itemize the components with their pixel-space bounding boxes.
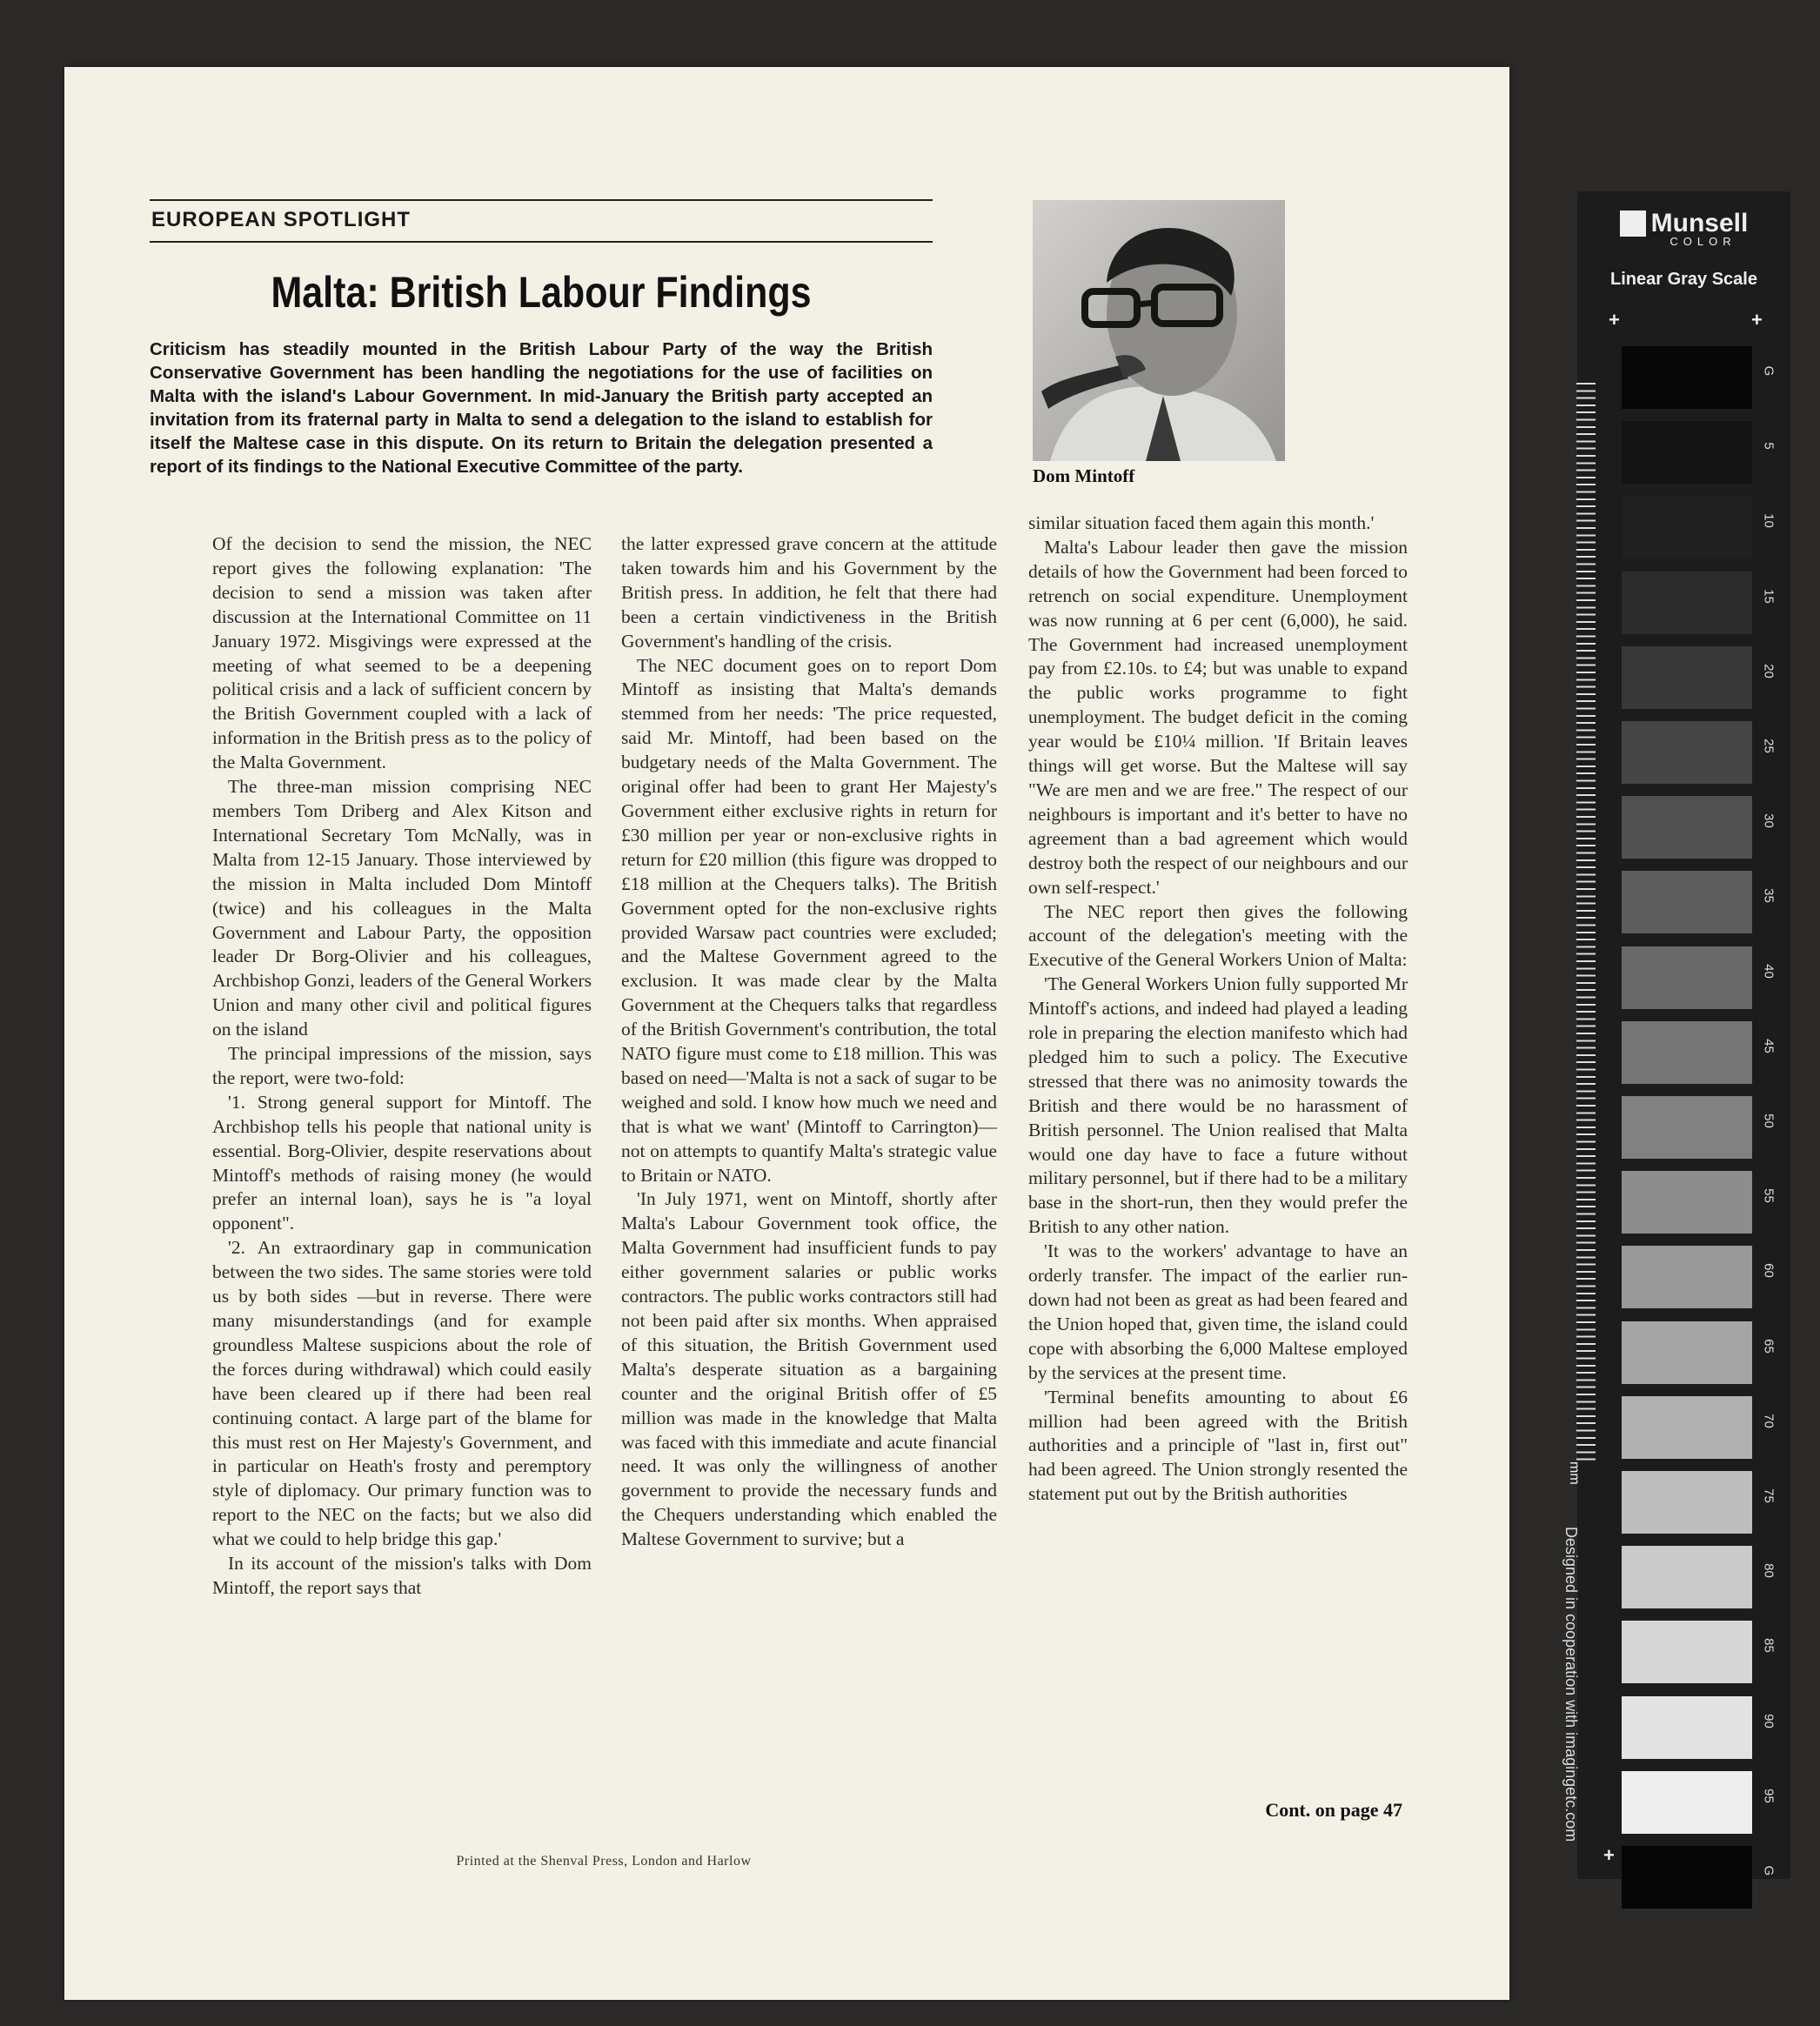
paragraph: Malta's Labour leader then gave the mission details of how the Government had been forced to retrench on social expenditure. Unemployment was now running at 6 per cent (6,000), he said. The Government had increased unemployment pay from £2.10s. to £4; but was unable to expand the public works programme to fight unemployment. The budget deficit in the coming year would be £10¼ million. 'If Britain leaves things will get worse. But the Maltese will say "We are men and we are free." The respect of our neighbours is important and it's better to have no agreement than a bad agreement which would destroy both the respect of our neighbours and our own self-respect.' <box>1028 536 1408 898</box>
mm-ruler <box>1576 383 1596 1461</box>
paragraph: The NEC report then gives the following account of the delegation's meeting with the Executive of the General Workers Union of Malta: <box>1028 900 1408 971</box>
gray-patch-label: 55 <box>1761 1188 1777 1204</box>
paragraph: '1. Strong general support for Mintoff. The Archbishop tells his people that national unity is essential. Borg-Olivier, despite reservations about Mintoff's methods of raising money (he would prefer an internal loan), says he is "a loyal opponent". <box>212 1091 592 1234</box>
column-1 <box>212 532 592 1601</box>
gray-patch-label: 15 <box>1761 588 1777 604</box>
gray-patch <box>1622 1021 1752 1084</box>
plus-mark: + <box>1603 1844 1615 1866</box>
card-credit: Designed in cooperation with imagingetc.com <box>1562 1527 1580 1842</box>
section-kicker: EUROPEAN SPOTLIGHT <box>151 208 412 231</box>
paragraph: '2. An extraordinary gap in communication between the two sides. The same stories were told us by both sides —but in reverse. There were many misunderstandings (and for example groundless Maltese suspicions about the role of the forces during withdrawal) which could easily have been cleared up if there had been real continuing contact. A large part of the blame for this must rest on Her Majesty's Government, and in particular on Heath's frosty and peremptory style of diplomacy. Our primary function was to report to the NEC on the facts; but we also did what we could to help bridge this gap.' <box>212 1237 592 1550</box>
gray-patch-label: 20 <box>1761 663 1777 679</box>
paragraph: the latter expressed grave concern at the attitude taken towards him and his Government by the British press. In addition, he felt that there had been a certain vindictiveness in the British Government's handling of the crisis. <box>621 533 997 652</box>
gray-patch-label: 85 <box>1761 1638 1777 1654</box>
paragraph: 'The General Workers Union fully supported Mr Mintoff's actions, and indeed had played a leading role in preparing the election manifesto which had pledged him to such a policy. The Executive stressed that there was no animosity towards the British and there would be no harassment of British personnel. The Union realised that Malta would one day have to face a future without military personnel, but if there had to be a military base in the short-run, then they would prefer the British to any other nation. <box>1028 973 1408 1238</box>
gray-patch <box>1622 646 1752 709</box>
gray-patch <box>1622 1471 1752 1534</box>
printer-credit: Printed at the Shenval Press, London and Harlow <box>456 1854 752 1869</box>
brand-sub: COLOR <box>1669 235 1736 248</box>
paragraph: The three-man mission comprising NEC members Tom Driberg and Alex Kitson and International Secretary Tom McNally, was in Malta from 12-15 January. Those interviewed by the mission in Malta included Dom Mintoff (twice) and his colleagues in the Malta Government and Labour Party, the opposition leader Dr Borg-Olivier and his colleagues, Archbishop Gonzi, leaders of the General Workers Union and many other civil and political figures on the island <box>212 776 592 1040</box>
gray-patch-label: 10 <box>1761 513 1777 529</box>
plus-mark: + <box>1609 309 1620 331</box>
gray-patch <box>1622 1771 1752 1834</box>
gray-patch-label: 95 <box>1761 1788 1777 1803</box>
gray-scale-label: Linear Gray Scale <box>1610 270 1757 289</box>
gray-patch-label: G <box>1761 1865 1777 1876</box>
gray-patch <box>1622 721 1752 784</box>
gray-patch-label: 50 <box>1761 1113 1777 1128</box>
gray-patch <box>1622 1846 1752 1909</box>
gray-patch-label: 25 <box>1761 739 1777 753</box>
gray-patch-label: 60 <box>1761 1263 1777 1279</box>
paragraph: In its account of the mission's talks with Dom Mintoff, the report says that <box>212 1553 592 1598</box>
gray-patch-label: 5 <box>1761 442 1777 450</box>
photo-caption: Dom Mintoff <box>1033 465 1135 486</box>
top-rule <box>150 199 933 201</box>
gray-patch <box>1622 1396 1752 1459</box>
gray-patch <box>1622 871 1752 933</box>
paragraph: similar situation faced them again this month.' <box>1028 512 1375 533</box>
gray-patch <box>1622 1171 1752 1234</box>
gray-patch <box>1622 946 1752 1009</box>
column-2 <box>621 532 997 1552</box>
gray-patch-label: 80 <box>1761 1563 1777 1579</box>
munsell-logo <box>1577 209 1790 248</box>
plus-mark: + <box>1751 309 1763 331</box>
paragraph: The NEC document goes on to report Dom Mintoff as insisting that Malta's demands stemmed from her needs: 'The price requested, said Mr. Mintoff, had been based on the budgetary needs of the Malta Government. The original offer had been to grant Her Majesty's Government either exclusive rights in return for £30 million per year or non-exclusive rights in return for £20 million (this figure was dropped to £18 million at the Chequers talks). The British Government opted for the non-exclusive rights provided Warsaw pact countries were excluded; and the Maltese Government agreed to the exclusion. It was made clear by the Malta Government at the Chequers talks that regardless of the British Government's contribution, the total NATO figure must come to £18 million. This was based on need—'Malta is not a sack of sugar to be weighed and sold. I know how much we need and that is what we want' (Mintoff to Carrington)—not on attempts to quantify Malta's strategic value to Britain or NATO. <box>621 654 997 1186</box>
gray-patch-label: 30 <box>1761 813 1777 829</box>
gray-patch <box>1622 1621 1752 1683</box>
gray-patch-label: 70 <box>1761 1413 1777 1428</box>
article-title: Malta: British Labour Findings <box>271 268 812 317</box>
gray-patch <box>1622 572 1752 634</box>
gray-patch <box>1622 496 1752 558</box>
brand-name: Munsell <box>1650 209 1749 237</box>
portrait-illustration <box>1033 200 1285 461</box>
paragraph: 'It was to the workers' advantage to have an orderly transfer. The impact of the earlier run-down had not been as great as had been feared and the Union hoped that, given time, the island could cope with absorbing the 6,000 Maltese employed by the services at the present time. <box>1028 1240 1408 1383</box>
gray-patch-label: 75 <box>1761 1488 1777 1503</box>
kicker-rule <box>150 241 933 243</box>
standfirst: Criticism has steadily mounted in the British Labour Party of the way the British Conservative Government has been handling the negotiations for the use of facilities on Malta with the island's Labour Government. In mid-January the British party accepted an invitation from its fraternal party in Malta to send a delegation to the island to establish for itself the Maltese case in this dispute. On its return to Britain the delegation presented a report of its findings to the National Executive Committee of the party. <box>150 339 933 477</box>
gray-patch <box>1622 796 1752 859</box>
gray-patch <box>1622 421 1752 484</box>
paragraph: Of the decision to send the mission, the NEC report gives the following explanation: 'The decision to send a mission was taken after discussion at the International Committee on 11 January 1972. Misgivings were expressed at the meeting of what seemed to be a deepening political crisis and a lack of sufficient concern by the British Government coupled with a lack of information in the British press as to the policy of the Malta Government. <box>212 533 592 773</box>
gray-patch-label: G <box>1761 365 1777 377</box>
gray-patch-label: 90 <box>1761 1713 1777 1728</box>
gray-patch <box>1622 1246 1752 1308</box>
munsell-grid-icon <box>1620 211 1646 237</box>
gray-patch <box>1622 346 1752 409</box>
continuation-note: Cont. on page 47 <box>1265 1799 1402 1821</box>
gray-patch-label: 45 <box>1761 1038 1777 1053</box>
gray-patch <box>1622 1096 1752 1159</box>
ruler-unit: mm <box>1567 1461 1582 1485</box>
paragraph: 'Terminal benefits amounting to about £6 million had been agreed with the British authorities and a principle of "last in, first out" had been agreed. The Union strongly resented the statement put out by the British authorities <box>1028 1386 1408 1505</box>
paragraph: 'In July 1971, went on Mintoff, shortly after Malta's Labour Government took office, the Malta Government had insufficient funds to pay either government salaries or public works contractors. The public works contractors still had not been paid after six months. When appraised of this situation, the British Government used Malta's desperate situation as a bargaining counter and the original British offer of £5 million was made in the knowledge that Malta was faced with this immediate and acute financial need. It was only the willingness of another government to provide the necessary funds and the Chequers understanding which enabled the Maltese Government to survive; but a <box>621 1188 997 1550</box>
portrait-photo <box>1033 200 1285 461</box>
gray-patch <box>1622 1696 1752 1759</box>
gray-patch-label: 40 <box>1761 963 1777 979</box>
gray-patch <box>1622 1321 1752 1384</box>
gray-patch-label: 35 <box>1761 888 1777 904</box>
column-3 <box>1028 512 1408 1507</box>
gray-patch-label: 65 <box>1761 1338 1777 1354</box>
gray-patch <box>1622 1546 1752 1608</box>
paragraph: The principal impressions of the mission, says the report, were two-fold: <box>212 1043 592 1088</box>
